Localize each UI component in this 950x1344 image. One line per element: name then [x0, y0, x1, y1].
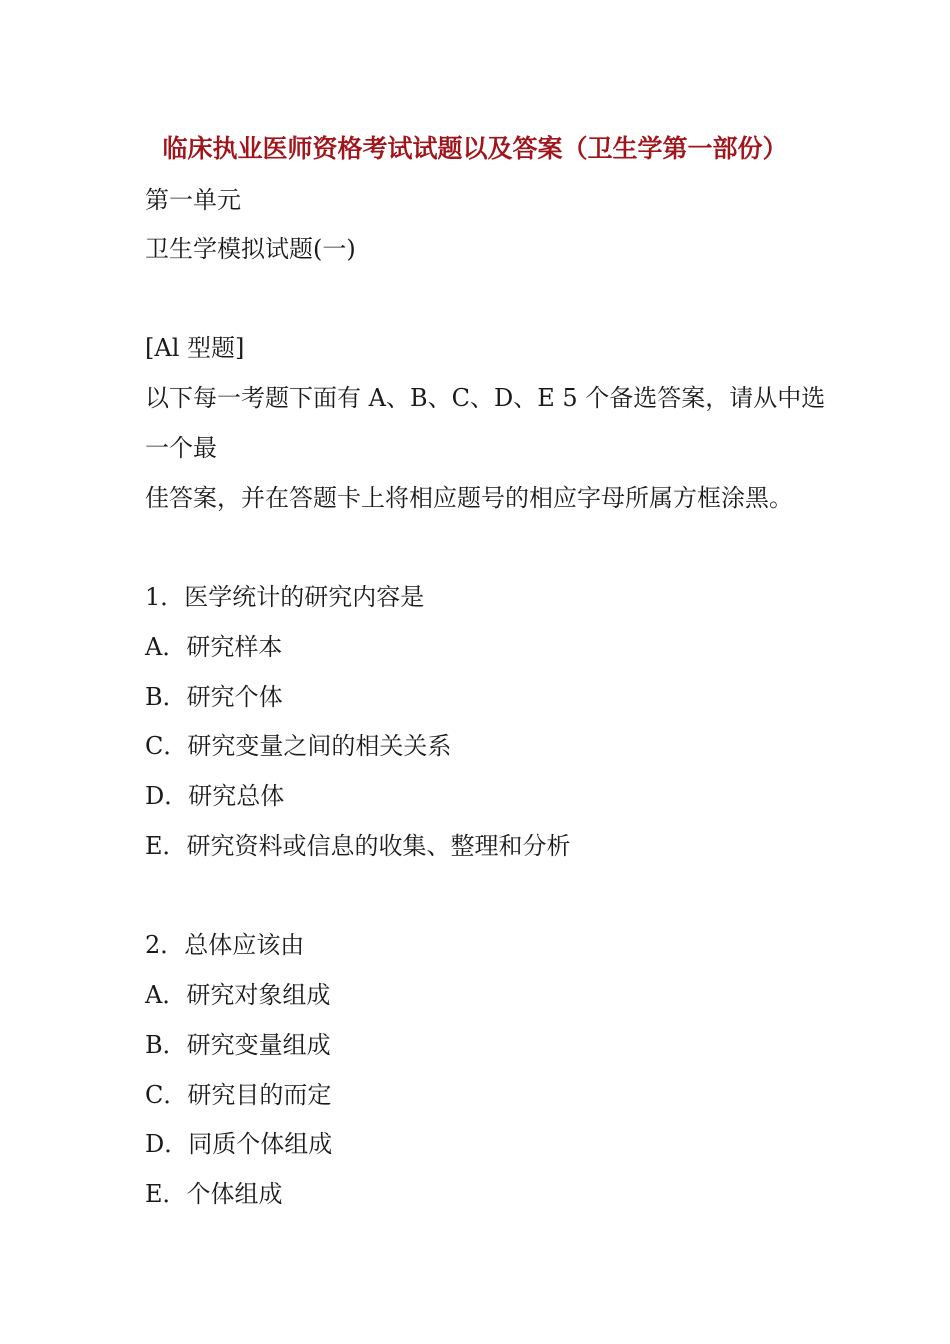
- answer-option: A．研究样本: [145, 633, 283, 661]
- section-label: [Al 型题]: [145, 334, 245, 362]
- answer-option: B．研究变量组成: [145, 1031, 331, 1059]
- answer-option: E．研究资料或信息的收集、整理和分析: [145, 832, 571, 860]
- question-stem: 2．总体应该由: [145, 931, 305, 959]
- answer-option: B．研究个体: [145, 683, 283, 711]
- question-stem: 1．医学统计的研究内容是: [145, 583, 425, 611]
- instruction-line: 佳答案，并在答题卡上将相应题号的相应字母所属方框涂黑。: [145, 484, 793, 512]
- answer-option: A．研究对象组成: [145, 981, 331, 1009]
- answer-option: E．个体组成: [145, 1180, 283, 1208]
- answer-option: D．研究总体: [145, 782, 285, 810]
- instruction-line: 以下每一考题下面有 A、B、C、D、E 5 个备选答案，请从中选: [145, 384, 826, 412]
- answer-option: C．研究目的而定: [145, 1081, 332, 1109]
- answer-option: C．研究变量之间的相关关系: [145, 732, 452, 760]
- document-title: 临床执业医师资格考试试题以及答案（卫生学第一部份）: [162, 134, 788, 163]
- instruction-line: 一个最: [145, 434, 217, 462]
- exam-subtitle: 卫生学模拟试题(一): [145, 235, 356, 263]
- unit-heading: 第一单元: [145, 186, 241, 214]
- answer-option: D．同质个体组成: [145, 1130, 333, 1158]
